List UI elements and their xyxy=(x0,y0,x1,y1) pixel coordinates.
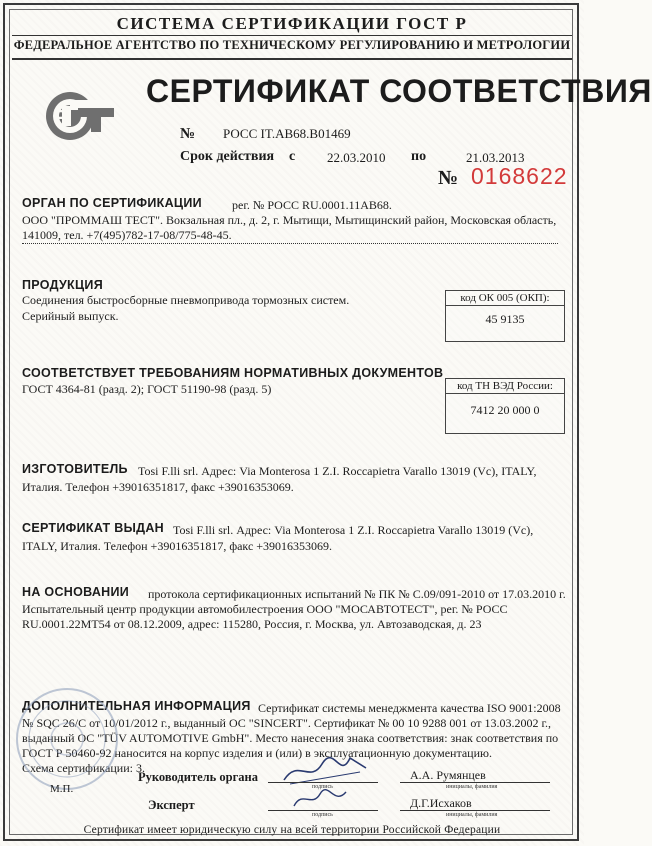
conformity-line1: ГОСТ 4364-81 (разд. 2); ГОСТ 51190-98 (разд. 5) xyxy=(22,382,272,396)
date-to: 21.03.2013 xyxy=(466,150,525,165)
issued-to-line2: ITALY, Италия. Телефон +39016351817, факс +39016353069. xyxy=(22,539,333,553)
product-line1: Соединения быстросборные пневмопривода тормозных систем. xyxy=(22,293,350,307)
product-label: ПРОДУКЦИЯ xyxy=(22,278,103,292)
validity-from-label: с xyxy=(289,149,296,164)
basis-line1: протокола сертификационных испытаний № ПК № С.09/091-2010 от 17.03.2010 г. xyxy=(148,587,566,601)
additional-line3: выданный ОС "TÜV AUTOMOTIVE GmbH". Место нанесения знака соответствия: знак соответствия по xyxy=(22,731,559,745)
tnved-code-value: 7412 20 000 0 xyxy=(470,403,540,417)
conformity-label: СООТВЕТСТВУЕТ ТРЕБОВАНИЯМ НОРМАТИВНЫХ ДОКУМЕНТОВ xyxy=(22,366,444,380)
head-name-line xyxy=(400,782,550,783)
gost-r-logo xyxy=(42,86,132,146)
header-divider xyxy=(12,35,572,36)
basis-line2: Испытательный центр продукции автомобилестроения ООО "МОСАВТОТЕСТ", рег. № РОСС xyxy=(22,602,508,616)
basis-label: НА ОСНОВАНИИ xyxy=(22,585,130,599)
date-from: 22.03.2010 xyxy=(327,150,386,165)
agency-name: ФЕДЕРАЛЬНОЕ АГЕНТСТВО ПО ТЕХНИЧЕСКОМУ РЕГУЛИРОВАНИЮ И МЕТРОЛОГИИ xyxy=(13,38,571,52)
validity-label: Срок действия xyxy=(180,149,275,164)
serial-number: 0168622 xyxy=(471,163,568,189)
manufacturer-label: ИЗГОТОВИТЕЛЬ xyxy=(22,462,128,476)
tnved-code-title: код ТН ВЭД России: xyxy=(446,379,564,394)
certificate-number: РОСС IT.АВ68.В01469 xyxy=(223,126,351,141)
cert-body-underline xyxy=(22,243,558,244)
head-name: А.А. Румянцев xyxy=(410,768,486,782)
head-sign-line xyxy=(268,782,378,783)
footer-text: Сертификат имеет юридическую силу на всей территории Российской Федерации xyxy=(83,824,501,836)
additional-line4: ГОСТ Р 50460-92 наносится на корпус изделия и (или) в эксплуатационную документацию. xyxy=(22,746,492,760)
expert-sign-line xyxy=(268,810,378,811)
manufacturer-line1: Tosi F.lli srl. Адрес: Via Monterosa 1 Z.I. Roccapietra Varallo 13019 (Vc), ITALY, xyxy=(138,464,537,478)
additional-line5: Схема сертификации: 3. xyxy=(22,761,145,775)
expert-signature xyxy=(290,786,350,812)
cert-body-label: ОРГАН ПО СЕРТИФИКАЦИИ xyxy=(22,196,202,210)
system-title: СИСТЕМА СЕРТИФИКАЦИИ ГОСТ Р xyxy=(116,14,468,33)
expert-name-line xyxy=(400,810,550,811)
issued-to-line1: Tosi F.lli srl. Адрес: Via Monterosa 1 Z.I. Roccapietra Varallo 13019 (Vc), xyxy=(173,523,534,537)
expert-sign-caption: подпись xyxy=(312,812,333,818)
tnved-code-box xyxy=(445,378,565,434)
svg-text:P: P xyxy=(54,107,68,129)
cert-body-line1: ООО "ПРОММАШ ТЕСТ". Вокзальная пл., д. 2, г. Мытищи, Мытищинский район, Московская область, xyxy=(22,213,557,227)
okp-code-value: 45 9135 xyxy=(485,312,525,326)
okp-code-title: код ОК 005 (ОКП): xyxy=(446,291,564,306)
expert-name-caption: инициалы, фамилия xyxy=(446,812,498,818)
expert-name: Д.Г.Исхаков xyxy=(410,796,472,810)
additional-line1: Сертификат системы менеджмента качества ISO 9001:2008 xyxy=(258,701,561,715)
manufacturer-line2: Италия. Телефон +39016351817, факс +39016353069. xyxy=(22,480,294,494)
serial-sign: № xyxy=(438,167,459,189)
head-sign-caption: подпись xyxy=(312,784,333,790)
cert-body-line2: 141009, тел. +7(495)782-17-08/775-48-45. xyxy=(22,228,232,242)
validity-to-label: по xyxy=(411,149,427,164)
agency-divider xyxy=(12,58,572,60)
number-sign: № xyxy=(180,126,196,142)
additional-line2: № SQC 26/C от 10/01/2012 г., выданный ОС "SINCERT". Сертификат № 00 10 9288 001 от 13.03.2002 г., xyxy=(22,716,552,730)
okp-code-box xyxy=(445,290,565,342)
head-name-caption: инициалы, фамилия xyxy=(446,784,498,790)
cert-body-reg: рег. № РОСС RU.0001.11АВ68. xyxy=(232,198,392,212)
stamp-mark: М.П. xyxy=(50,783,74,795)
additional-label: ДОПОЛНИТЕЛЬНАЯ ИНФОРМАЦИЯ xyxy=(22,699,251,713)
basis-line3: RU.0001.22МТ54 от 08.12.2009, адрес: 115280, Россия, г. Москва, ул. Автозаводская, д. 23 xyxy=(22,617,482,631)
official-stamp xyxy=(12,684,122,794)
head-label: Руководитель органа xyxy=(138,770,258,784)
expert-label: Эксперт xyxy=(148,798,195,812)
issued-to-label: СЕРТИФИКАТ ВЫДАН xyxy=(22,521,164,535)
product-line2: Серийный выпуск. xyxy=(22,309,119,323)
certificate-title: СЕРТИФИКАТ СООТВЕТСТВИЯ xyxy=(146,73,652,109)
